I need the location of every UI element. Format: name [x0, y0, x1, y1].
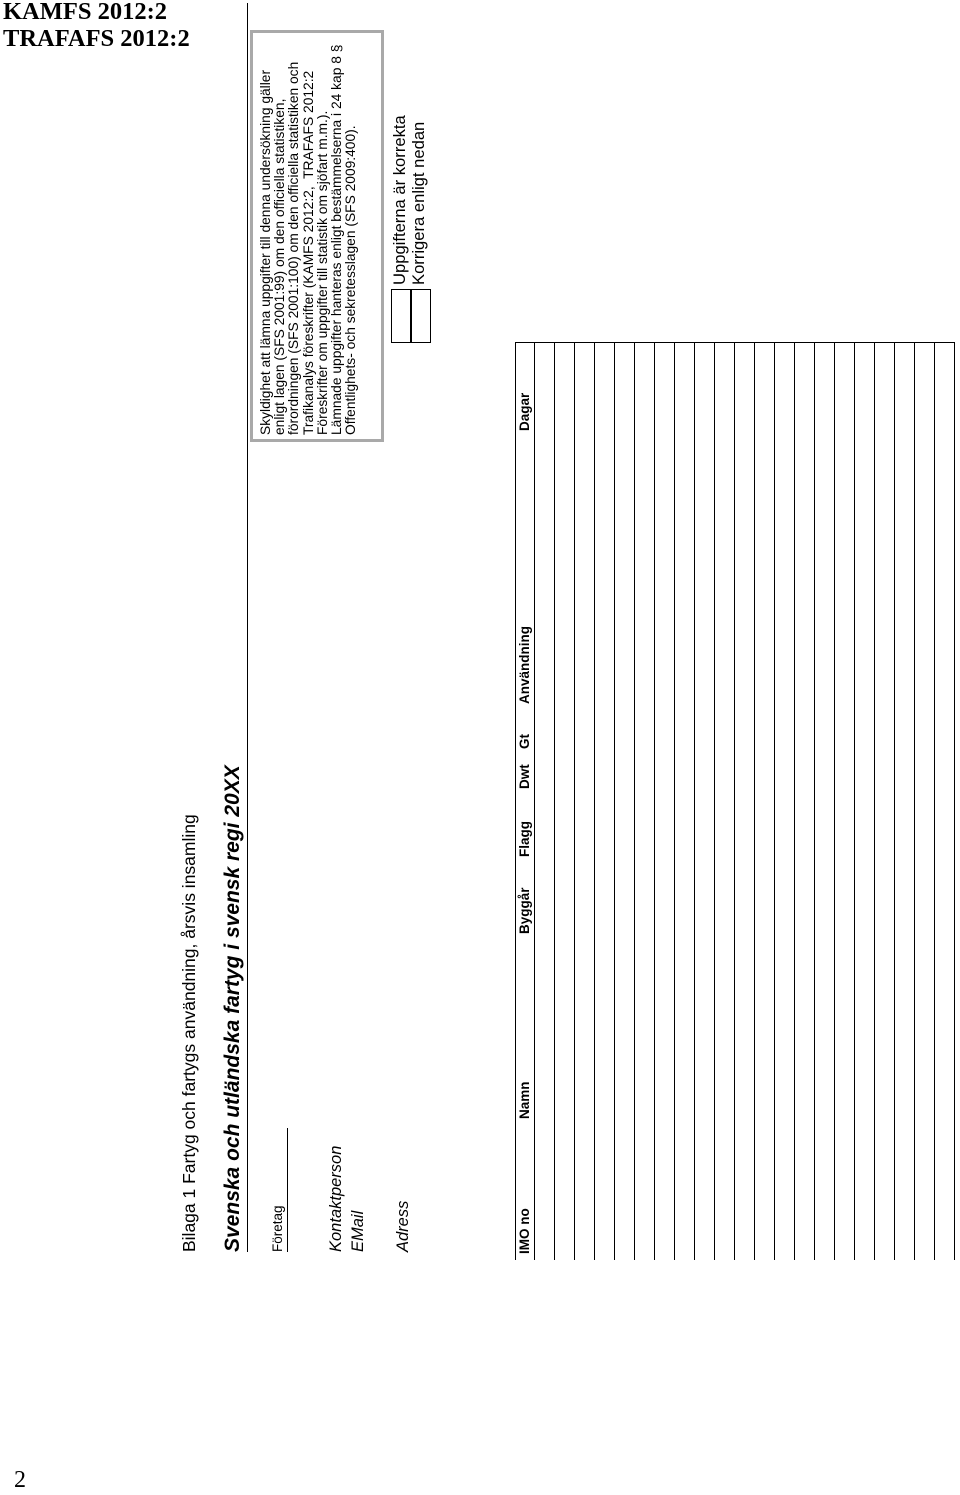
- table-row: [755, 343, 775, 1260]
- table-cell-usage[interactable]: [615, 437, 634, 710]
- table-cell-dwt[interactable]: [775, 755, 794, 795]
- table-cell-build-year[interactable]: [855, 863, 874, 940]
- table-cell-gt[interactable]: [755, 710, 774, 755]
- table-cell-gt[interactable]: [575, 710, 594, 755]
- table-cell-flag[interactable]: [815, 795, 834, 863]
- table-cell-gt[interactable]: [595, 710, 614, 755]
- legal-notice-line: Offentlighets- och sekretesslagen (SFS 2009:400).: [343, 125, 359, 435]
- table-row: [575, 343, 595, 1260]
- table-cell-imo[interactable]: [815, 1125, 834, 1260]
- table-cell-usage[interactable]: [675, 437, 694, 710]
- table-cell-usage[interactable]: [715, 437, 734, 710]
- table-cell-gt[interactable]: [615, 710, 634, 755]
- table-row: [715, 343, 735, 1260]
- table-row: [655, 343, 675, 1260]
- table-row: [635, 343, 655, 1260]
- company-field[interactable]: [287, 1128, 288, 1252]
- table-cell-flag[interactable]: [755, 795, 774, 863]
- table-cell-dwt[interactable]: [855, 755, 874, 795]
- table-cell-gt[interactable]: [655, 710, 674, 755]
- table-cell-dwt[interactable]: [575, 755, 594, 795]
- table-cell-name[interactable]: [795, 940, 814, 1125]
- table-cell-dwt[interactable]: [755, 755, 774, 795]
- table-cell-gt[interactable]: [815, 710, 834, 755]
- table-body: [535, 343, 955, 1260]
- table-cell-days[interactable]: [575, 343, 594, 437]
- table-cell-imo[interactable]: [535, 1125, 554, 1260]
- legal-notice-box: [250, 30, 384, 442]
- table-cell-name[interactable]: [535, 940, 554, 1125]
- table-row: [875, 343, 895, 1260]
- table-cell-days[interactable]: [755, 343, 774, 437]
- table-cell-days[interactable]: [715, 343, 734, 437]
- column-header-name: Namn: [517, 1081, 532, 1119]
- table-cell-dwt[interactable]: [935, 755, 954, 795]
- table-cell-name[interactable]: [935, 940, 954, 1125]
- table-cell-name[interactable]: [895, 940, 914, 1125]
- legal-notice-line: Trafikanalys föreskrifter (KAMFS 2012:2, TRAFAFS 2012:2: [300, 70, 316, 435]
- table-cell-build-year[interactable]: [735, 863, 754, 940]
- table-cell-imo[interactable]: [735, 1125, 754, 1260]
- column-header-days: Dagar: [517, 392, 532, 431]
- table-row: [915, 343, 935, 1260]
- table-cell-usage[interactable]: [775, 437, 794, 710]
- table-cell-flag[interactable]: [835, 795, 854, 863]
- table-row: [795, 343, 815, 1260]
- table-cell-name[interactable]: [615, 940, 634, 1125]
- vessel-table: [515, 342, 955, 1260]
- table-cell-build-year[interactable]: [935, 863, 954, 940]
- table-cell-dwt[interactable]: [555, 755, 574, 795]
- table-cell-dwt[interactable]: [735, 755, 754, 795]
- table-cell-flag[interactable]: [655, 795, 674, 863]
- table-cell-name[interactable]: [855, 940, 874, 1125]
- table-cell-dwt[interactable]: [535, 755, 554, 795]
- table-cell-days[interactable]: [635, 343, 654, 437]
- table-cell-gt[interactable]: [875, 710, 894, 755]
- table-cell-days[interactable]: [935, 343, 954, 437]
- column-header-usage: Användning: [517, 626, 532, 704]
- table-cell-days[interactable]: [655, 343, 674, 437]
- table-row: [695, 343, 715, 1260]
- contact-person-label: Kontaktperson: [327, 1145, 345, 1252]
- table-cell-gt[interactable]: [555, 710, 574, 755]
- table-cell-flag[interactable]: [615, 795, 634, 863]
- table-cell-days[interactable]: [615, 343, 634, 437]
- table-cell-build-year[interactable]: [755, 863, 774, 940]
- table-cell-name[interactable]: [755, 940, 774, 1125]
- table-cell-name[interactable]: [655, 940, 674, 1125]
- table-cell-gt[interactable]: [775, 710, 794, 755]
- table-cell-imo[interactable]: [875, 1125, 894, 1260]
- table-cell-imo[interactable]: [895, 1125, 914, 1260]
- column-header-flag: Flagg: [517, 821, 532, 857]
- legal-notice-line: Skyldighet att lämna uppgifter till denna undersökning gäller: [258, 69, 273, 435]
- correct-below-checkbox[interactable]: [410, 289, 431, 343]
- table-cell-build-year[interactable]: [695, 863, 714, 940]
- table-cell-dwt[interactable]: [655, 755, 674, 795]
- table-cell-usage[interactable]: [575, 437, 594, 710]
- table-cell-usage[interactable]: [815, 437, 834, 710]
- table-cell-gt[interactable]: [735, 710, 754, 755]
- table-row: [935, 343, 955, 1260]
- table-cell-imo[interactable]: [595, 1125, 614, 1260]
- table-cell-imo[interactable]: [655, 1125, 674, 1260]
- table-cell-flag[interactable]: [675, 795, 694, 863]
- table-cell-gt[interactable]: [695, 710, 714, 755]
- table-cell-flag[interactable]: [935, 795, 954, 863]
- table-cell-build-year[interactable]: [835, 863, 854, 940]
- column-header-gt: Gt: [517, 734, 532, 749]
- table-cell-imo[interactable]: [915, 1125, 934, 1260]
- table-row: [835, 343, 855, 1260]
- table-cell-days[interactable]: [595, 343, 614, 437]
- table-cell-gt[interactable]: [835, 710, 854, 755]
- table-cell-name[interactable]: [715, 940, 734, 1125]
- table-cell-dwt[interactable]: [875, 755, 894, 795]
- table-cell-name[interactable]: [775, 940, 794, 1125]
- table-cell-usage[interactable]: [835, 437, 854, 710]
- table-cell-imo[interactable]: [695, 1125, 714, 1260]
- table-cell-flag[interactable]: [635, 795, 654, 863]
- table-cell-name[interactable]: [735, 940, 754, 1125]
- regulation-code-trafafs: TRAFAFS 2012:2: [3, 25, 190, 52]
- table-cell-usage[interactable]: [695, 437, 714, 710]
- table-cell-name[interactable]: [695, 940, 714, 1125]
- table-cell-dwt[interactable]: [815, 755, 834, 795]
- table-cell-flag[interactable]: [595, 795, 614, 863]
- column-header-build-year: Byggår: [517, 887, 532, 934]
- table-row: [555, 343, 575, 1260]
- table-cell-usage[interactable]: [555, 437, 574, 710]
- table-cell-imo[interactable]: [855, 1125, 874, 1260]
- table-cell-dwt[interactable]: [835, 755, 854, 795]
- table-cell-dwt[interactable]: [595, 755, 614, 795]
- column-header-imo: IMO no: [517, 1208, 532, 1254]
- table-cell-imo[interactable]: [935, 1125, 954, 1260]
- table-cell-name[interactable]: [595, 940, 614, 1125]
- table-cell-build-year[interactable]: [615, 863, 634, 940]
- table-cell-days[interactable]: [835, 343, 854, 437]
- table-cell-gt[interactable]: [795, 710, 814, 755]
- table-cell-dwt[interactable]: [615, 755, 634, 795]
- table-cell-name[interactable]: [835, 940, 854, 1125]
- page-number: 2: [14, 1467, 26, 1493]
- table-cell-build-year[interactable]: [675, 863, 694, 940]
- table-cell-flag[interactable]: [855, 795, 874, 863]
- table-cell-flag[interactable]: [895, 795, 914, 863]
- table-cell-days[interactable]: [735, 343, 754, 437]
- table-cell-days[interactable]: [815, 343, 834, 437]
- table-cell-days[interactable]: [535, 343, 554, 437]
- table-cell-flag[interactable]: [775, 795, 794, 863]
- table-cell-dwt[interactable]: [675, 755, 694, 795]
- table-cell-build-year[interactable]: [795, 863, 814, 940]
- table-cell-gt[interactable]: [855, 710, 874, 755]
- table-cell-dwt[interactable]: [695, 755, 714, 795]
- table-cell-build-year[interactable]: [555, 863, 574, 940]
- table-cell-build-year[interactable]: [775, 863, 794, 940]
- table-cell-imo[interactable]: [715, 1125, 734, 1260]
- data-correct-checkbox[interactable]: [391, 289, 412, 343]
- company-label: Företag: [270, 1205, 285, 1252]
- table-row: [815, 343, 835, 1260]
- table-cell-usage[interactable]: [755, 437, 774, 710]
- table-cell-build-year[interactable]: [715, 863, 734, 940]
- table-cell-imo[interactable]: [775, 1125, 794, 1260]
- title-rule: [247, 3, 248, 1252]
- table-cell-gt[interactable]: [675, 710, 694, 755]
- table-cell-build-year[interactable]: [535, 863, 554, 940]
- table-cell-name[interactable]: [915, 940, 934, 1125]
- table-cell-flag[interactable]: [555, 795, 574, 863]
- table-cell-days[interactable]: [775, 343, 794, 437]
- table-cell-name[interactable]: [875, 940, 894, 1125]
- table-cell-usage[interactable]: [635, 437, 654, 710]
- table-cell-build-year[interactable]: [635, 863, 654, 940]
- table-cell-usage[interactable]: [535, 437, 554, 710]
- table-cell-days[interactable]: [855, 343, 874, 437]
- data-correct-label: Uppgifterna är korrekta: [390, 115, 409, 285]
- table-cell-usage[interactable]: [735, 437, 754, 710]
- table-row: [595, 343, 615, 1260]
- table-cell-gt[interactable]: [895, 710, 914, 755]
- table-cell-build-year[interactable]: [915, 863, 934, 940]
- table-cell-imo[interactable]: [755, 1125, 774, 1260]
- table-cell-usage[interactable]: [875, 437, 894, 710]
- table-cell-build-year[interactable]: [655, 863, 674, 940]
- table-cell-days[interactable]: [875, 343, 894, 437]
- table-cell-build-year[interactable]: [595, 863, 614, 940]
- table-cell-flag[interactable]: [735, 795, 754, 863]
- table-cell-usage[interactable]: [915, 437, 934, 710]
- table-cell-gt[interactable]: [535, 710, 554, 755]
- table-cell-imo[interactable]: [575, 1125, 594, 1260]
- table-cell-dwt[interactable]: [635, 755, 654, 795]
- table-cell-days[interactable]: [895, 343, 914, 437]
- table-cell-flag[interactable]: [915, 795, 934, 863]
- table-cell-name[interactable]: [555, 940, 574, 1125]
- regulation-code-kamfs: KAMFS 2012:2: [3, 0, 167, 25]
- table-row: [775, 343, 795, 1260]
- table-cell-dwt[interactable]: [895, 755, 914, 795]
- table-cell-build-year[interactable]: [895, 863, 914, 940]
- table-header-row: [515, 343, 535, 1260]
- table-cell-flag[interactable]: [795, 795, 814, 863]
- table-cell-days[interactable]: [675, 343, 694, 437]
- table-cell-build-year[interactable]: [815, 863, 834, 940]
- table-cell-imo[interactable]: [835, 1125, 854, 1260]
- appendix-title: Bilaga 1 Fartyg och fartygs användning, årsvis insamling: [179, 814, 199, 1252]
- table-cell-build-year[interactable]: [575, 863, 594, 940]
- form-title: Svenska och utländska fartyg i svensk regi 20XX: [221, 765, 244, 1252]
- legal-notice-line: förordningen (SFS 2001:100) om den officiella statistiken och: [286, 61, 302, 435]
- table-row: [535, 343, 555, 1260]
- correct-below-label: Korrigera enligt nedan: [409, 121, 428, 285]
- email-label: EMail: [349, 1210, 367, 1252]
- table-cell-flag[interactable]: [575, 795, 594, 863]
- table-cell-name[interactable]: [675, 940, 694, 1125]
- table-cell-days[interactable]: [555, 343, 574, 437]
- table-cell-dwt[interactable]: [915, 755, 934, 795]
- table-row: [855, 343, 875, 1260]
- table-cell-flag[interactable]: [535, 795, 554, 863]
- table-cell-gt[interactable]: [915, 710, 934, 755]
- table-cell-days[interactable]: [795, 343, 814, 437]
- table-cell-imo[interactable]: [555, 1125, 574, 1260]
- table-cell-dwt[interactable]: [795, 755, 814, 795]
- column-header-dwt: Dwt: [517, 764, 532, 789]
- table-cell-gt[interactable]: [935, 710, 954, 755]
- table-cell-name[interactable]: [815, 940, 834, 1125]
- table-cell-days[interactable]: [695, 343, 714, 437]
- legal-notice-line: Föreskrifter om uppgifter till statistik om sjöfart m.m.).: [314, 110, 330, 435]
- legal-notice-line: Lämnade uppgifter hanteras enligt bestämmelserna i 24 kap 8 §: [329, 44, 345, 435]
- table-cell-usage[interactable]: [855, 437, 874, 710]
- table-cell-name[interactable]: [635, 940, 654, 1125]
- table-cell-imo[interactable]: [615, 1125, 634, 1260]
- table-cell-imo[interactable]: [635, 1125, 654, 1260]
- table-cell-days[interactable]: [915, 343, 934, 437]
- table-cell-flag[interactable]: [715, 795, 734, 863]
- address-label: Adress: [394, 1200, 412, 1252]
- table-cell-gt[interactable]: [715, 710, 734, 755]
- table-cell-usage[interactable]: [655, 437, 674, 710]
- table-cell-flag[interactable]: [695, 795, 714, 863]
- table-cell-flag[interactable]: [875, 795, 894, 863]
- table-cell-usage[interactable]: [595, 437, 614, 710]
- table-cell-dwt[interactable]: [715, 755, 734, 795]
- table-cell-usage[interactable]: [895, 437, 914, 710]
- table-cell-imo[interactable]: [795, 1125, 814, 1260]
- table-row: [735, 343, 755, 1260]
- table-cell-name[interactable]: [575, 940, 594, 1125]
- table-cell-gt[interactable]: [635, 710, 654, 755]
- table-row: [895, 343, 915, 1260]
- table-cell-usage[interactable]: [795, 437, 814, 710]
- table-cell-usage[interactable]: [935, 437, 954, 710]
- table-row: [615, 343, 635, 1260]
- table-row: [675, 343, 695, 1260]
- legal-notice-line: enligt lagen (SFS 2001:99) om den officiella statistiken,: [272, 98, 288, 435]
- table-cell-build-year[interactable]: [875, 863, 894, 940]
- table-cell-imo[interactable]: [675, 1125, 694, 1260]
